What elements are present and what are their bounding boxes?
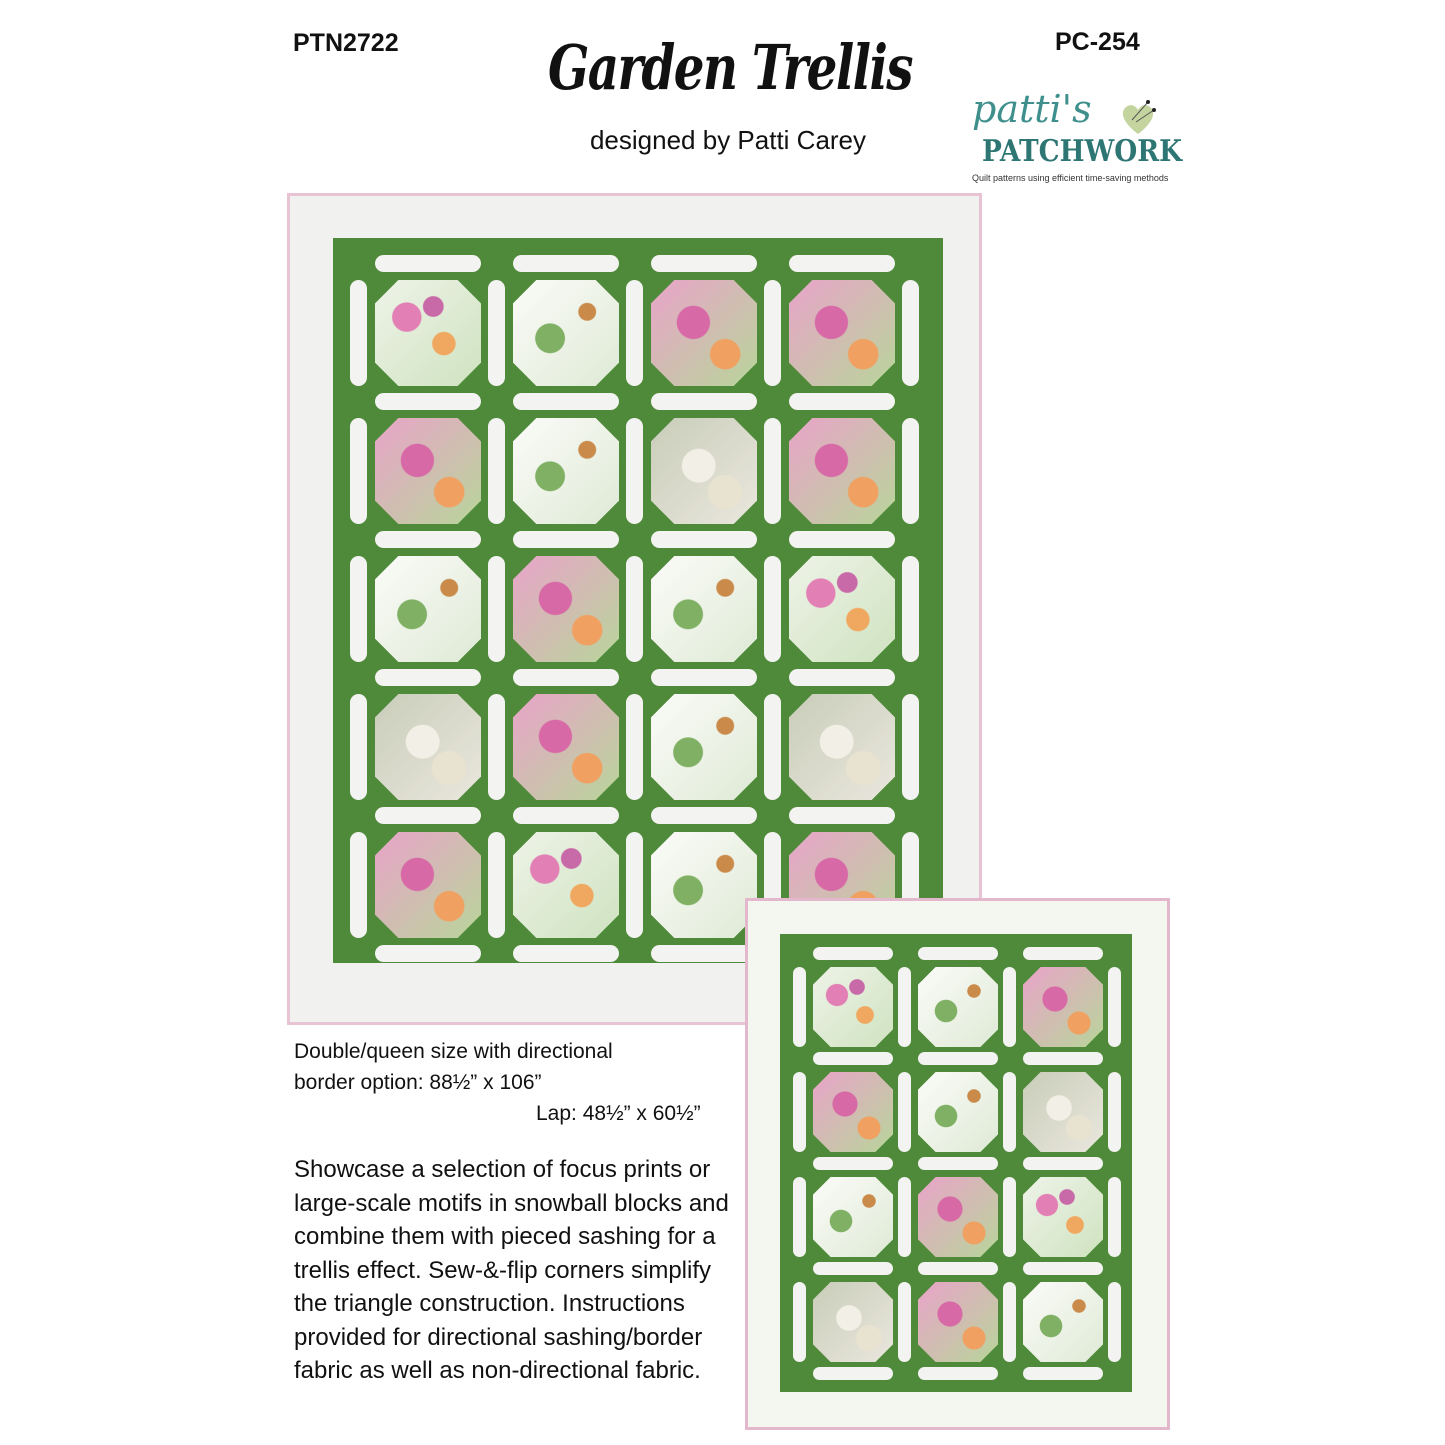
sashing-strip — [1003, 1177, 1016, 1257]
sashing-strip — [651, 531, 757, 548]
sashing-strip — [350, 832, 367, 938]
sashing-strip — [375, 807, 481, 824]
snowball-block — [651, 694, 757, 800]
snowball-block — [651, 280, 757, 386]
logo-line1: patti's — [972, 87, 1092, 131]
snowball-block — [513, 280, 619, 386]
snowball-block — [375, 556, 481, 662]
sashing-strip — [488, 556, 505, 662]
snowball-block — [513, 418, 619, 524]
sashing-strip — [789, 255, 895, 272]
trellis-sashing — [333, 238, 943, 963]
sashing-strip — [793, 1072, 806, 1152]
snowball-block — [513, 556, 619, 662]
sashing-strip — [513, 945, 619, 962]
sashing-strip — [902, 694, 919, 800]
sashing-strip — [898, 1177, 911, 1257]
snowball-block — [918, 1072, 998, 1152]
snowball-block — [918, 967, 998, 1047]
sashing-strip — [1023, 1157, 1103, 1170]
snowball-block — [1023, 967, 1103, 1047]
sashing-strip — [488, 694, 505, 800]
sashing-strip — [651, 669, 757, 686]
sashing-strip — [375, 531, 481, 548]
sashing-strip — [1023, 947, 1103, 960]
sashing-strip — [1003, 967, 1016, 1047]
sashing-strip — [1023, 1367, 1103, 1380]
snowball-block — [1023, 1282, 1103, 1362]
sashing-strip — [651, 807, 757, 824]
snowball-block — [789, 694, 895, 800]
sashing-strip — [651, 255, 757, 272]
sashing-strip — [488, 280, 505, 386]
snowball-block — [813, 1282, 893, 1362]
designer-credit: designed by Patti Carey — [589, 125, 867, 155]
sashing-strip — [813, 947, 893, 960]
sashing-strip — [813, 1262, 893, 1275]
sashing-strip — [350, 694, 367, 800]
snowball-block — [375, 418, 481, 524]
sashing-strip — [1108, 1072, 1121, 1152]
pattern-description: Showcase a selection of focus prints or large-scale motifs in snowball blocks and combine them with pieced sashing for a trellis effect. Sew-&-flip corners simplify the triangle construction. Instructions provided for directional sashing/border fabric as well as non-directional fabric. — [294, 1156, 729, 1384]
sashing-strip — [375, 669, 481, 686]
sashing-strip — [789, 393, 895, 410]
sashing-strip — [1023, 1262, 1103, 1275]
snowball-block — [813, 1072, 893, 1152]
sashing-strip — [488, 832, 505, 938]
sashing-strip — [793, 967, 806, 1047]
snowball-block — [813, 1177, 893, 1257]
sashing-strip — [488, 418, 505, 524]
sashing-strip — [375, 945, 481, 962]
heart-pincushion-icon — [1118, 98, 1158, 138]
sashing-strip — [626, 280, 643, 386]
sashing-strip — [626, 832, 643, 938]
sashing-strip — [626, 556, 643, 662]
sashing-strip — [902, 280, 919, 386]
sashing-strip — [626, 418, 643, 524]
catalog-code: PC-254 — [1055, 28, 1140, 56]
sashing-strip — [1108, 967, 1121, 1047]
sashing-strip — [513, 669, 619, 686]
snowball-block — [918, 1177, 998, 1257]
sashing-strip — [513, 807, 619, 824]
sashing-strip — [375, 255, 481, 272]
sashing-strip — [1023, 1052, 1103, 1065]
snowball-block — [651, 418, 757, 524]
sashing-strip — [375, 393, 481, 410]
size-line-1: Double/queen size with directional — [294, 1040, 613, 1063]
sashing-strip — [651, 393, 757, 410]
snowball-block — [651, 556, 757, 662]
sashing-strip — [793, 1177, 806, 1257]
sashing-strip — [898, 1282, 911, 1362]
trellis-sashing — [780, 934, 1132, 1392]
sashing-strip — [513, 393, 619, 410]
logo-tagline: Quilt patterns using efficient time-saving methods — [972, 173, 1169, 183]
snowball-block — [513, 694, 619, 800]
snowball-block — [789, 556, 895, 662]
sashing-strip — [651, 945, 757, 962]
sashing-strip — [350, 418, 367, 524]
sashing-strip — [813, 1052, 893, 1065]
sashing-strip — [813, 1157, 893, 1170]
sashing-strip — [764, 556, 781, 662]
sashing-strip — [902, 556, 919, 662]
sashing-strip — [350, 280, 367, 386]
sashing-strip — [1003, 1072, 1016, 1152]
sashing-strip — [789, 669, 895, 686]
sashing-strip — [813, 1367, 893, 1380]
quilt-image-lap — [745, 898, 1170, 1430]
sashing-strip — [918, 1052, 998, 1065]
snowball-block — [375, 280, 481, 386]
snowball-block — [513, 832, 619, 938]
sashing-strip — [789, 807, 895, 824]
sashing-strip — [764, 280, 781, 386]
logo-line2: PATCHWORK — [982, 134, 1183, 169]
sashing-strip — [1108, 1177, 1121, 1257]
pattern-title: Garden Trellis — [548, 31, 912, 104]
sashing-strip — [1003, 1282, 1016, 1362]
sashing-strip — [902, 418, 919, 524]
sashing-strip — [350, 556, 367, 662]
sashing-strip — [513, 255, 619, 272]
size-line-2: border option: 88½” x 106” — [294, 1071, 542, 1094]
sashing-strip — [918, 947, 998, 960]
pattis-patchwork-logo — [968, 88, 1196, 188]
sashing-strip — [918, 1367, 998, 1380]
sashing-strip — [789, 531, 895, 548]
snowball-block — [918, 1282, 998, 1362]
sashing-strip — [626, 694, 643, 800]
sashing-strip — [793, 1282, 806, 1362]
pattern-code: PTN2722 — [293, 29, 399, 57]
snowball-block — [1023, 1072, 1103, 1152]
snowball-block — [375, 832, 481, 938]
snowball-block — [651, 832, 757, 938]
sashing-strip — [764, 694, 781, 800]
sashing-strip — [1108, 1282, 1121, 1362]
snowball-block — [789, 418, 895, 524]
snowball-block — [789, 280, 895, 386]
snowball-block — [813, 967, 893, 1047]
sashing-strip — [513, 531, 619, 548]
size-line-3: Lap: 48½” x 60½” — [536, 1102, 701, 1125]
snowball-block — [1023, 1177, 1103, 1257]
sashing-strip — [918, 1262, 998, 1275]
sashing-strip — [764, 418, 781, 524]
snowball-block — [375, 694, 481, 800]
sashing-strip — [918, 1157, 998, 1170]
sashing-strip — [898, 1072, 911, 1152]
sashing-strip — [898, 967, 911, 1047]
